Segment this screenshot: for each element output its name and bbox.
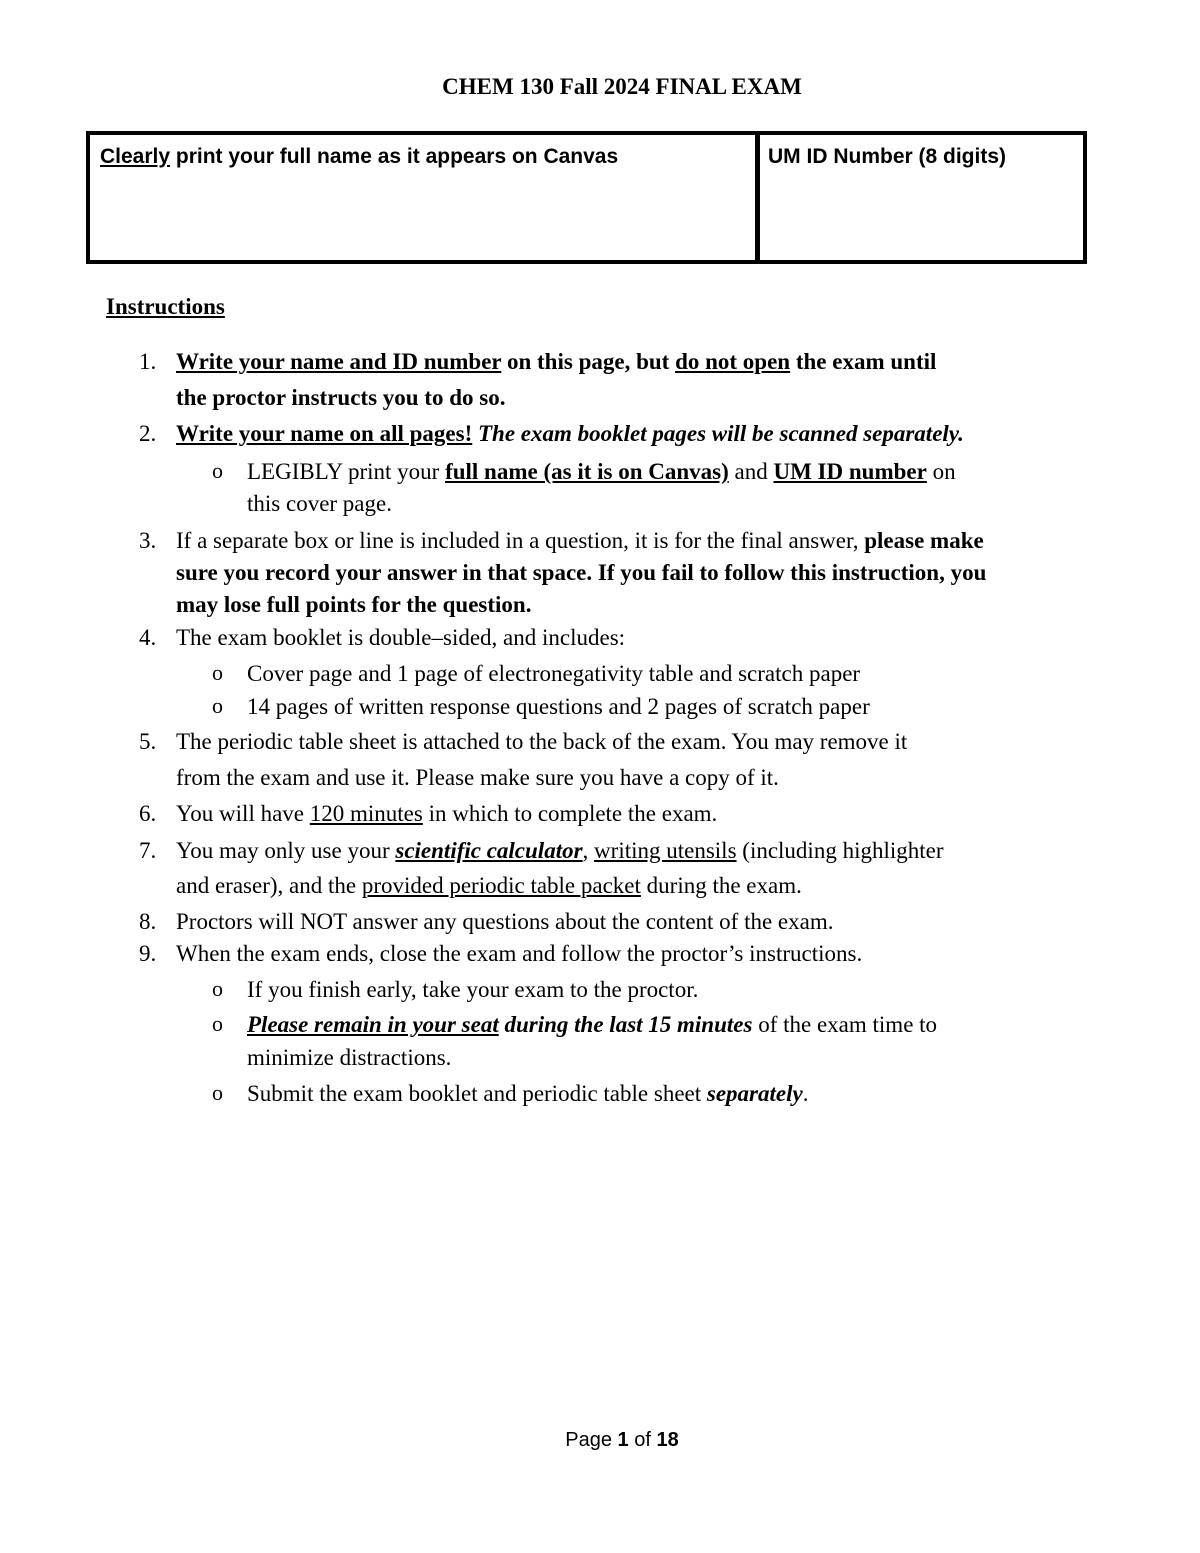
bullet-9-2: o — [212, 1011, 223, 1036]
bullet-4-2: o — [212, 693, 223, 718]
instruction-1-text-a: Write your name and ID number — [176, 349, 502, 374]
instructions-heading: Instructions — [106, 294, 225, 319]
instruction-7-line-1 — [176, 838, 944, 863]
instruction-2-sub-1-text-d: UM ID number — [773, 459, 927, 484]
instruction-7-line-2 — [176, 873, 802, 898]
instruction-3-text-a: If a separate box or line is included in a question, it is for the final answer, — [176, 528, 865, 553]
footer-page-total: 18 — [656, 1429, 679, 1451]
instruction-2-sub-1-text-a: LEGIBLY print your — [247, 459, 446, 484]
instruction-9-sub-2-line-2: minimize distractions. — [247, 1045, 452, 1070]
instruction-9-sub-3-text-b: separately — [706, 1081, 803, 1106]
instruction-5-line-2: from the exam and use it. Please make sure you have a copy of it. — [176, 765, 779, 790]
instruction-9-sub-2-text-c: of the exam time to — [752, 1012, 938, 1037]
instruction-3-text-b: please make — [864, 528, 984, 553]
instruction-7-text-a: You may only use your — [176, 838, 396, 863]
umid-field[interactable] — [760, 135, 1083, 260]
exam-title: CHEM 130 Fall 2024 FINAL EXAM — [442, 74, 802, 99]
item-number-7: 7. — [139, 838, 157, 863]
instruction-2-line-1 — [176, 421, 964, 446]
instruction-1-line-2: the proctor instructs you to do so. — [176, 385, 506, 410]
instruction-1-text-c: do not open — [675, 349, 791, 374]
item-number-1: 1. — [139, 349, 157, 374]
instruction-4-line-1: The exam booklet is double–sided, and includes: — [176, 625, 626, 650]
instruction-2-text-b: The exam booklet pages will be scanned separately. — [472, 421, 964, 446]
instruction-6-text-b: 120 minutes — [309, 801, 423, 826]
instruction-7-text-b: scientific calculator — [395, 838, 583, 863]
instruction-2-sub-1-text-e: on — [926, 459, 956, 484]
footer-of-word: of — [634, 1429, 651, 1451]
instruction-7-text-h: during the exam. — [640, 873, 802, 898]
name-field[interactable] — [90, 135, 760, 260]
instruction-4-sub-1: Cover page and 1 page of electronegativity table and scratch paper — [247, 661, 861, 686]
bullet-9-3: o — [212, 1080, 223, 1105]
umid-label: UM ID Number (8 digits) — [768, 145, 1007, 168]
instruction-9-sub-2-text-b: during the last 15 minutes — [498, 1012, 753, 1037]
instruction-2-sub-1-line-2: this cover page. — [247, 491, 392, 516]
instruction-1-text-d: the exam until — [790, 349, 937, 374]
item-number-9: 9. — [139, 941, 157, 966]
instruction-7-text-f: and eraser), and the — [176, 873, 362, 898]
instruction-2-sub-1-text-b: full name (as it is on Canvas) — [445, 459, 729, 484]
item-number-4: 4. — [139, 625, 157, 650]
instruction-2-sub-1-line-1 — [247, 459, 956, 484]
instruction-1-text-b: on this page, but — [501, 349, 676, 374]
instruction-9-sub-3-text-c: . — [802, 1081, 809, 1106]
bullet-9-1: o — [212, 976, 223, 1001]
instruction-7-text-g: provided periodic table packet — [361, 873, 641, 898]
instruction-9-line-1: When the exam ends, close the exam and follow the proctor’s instructions. — [176, 941, 863, 966]
bullet-2-1: o — [212, 458, 223, 483]
item-number-5: 5. — [139, 729, 157, 754]
page-footer — [0, 1429, 1200, 1452]
instruction-9-sub-3 — [247, 1081, 808, 1106]
instruction-2-sub-1-text-c: and — [728, 459, 774, 484]
instruction-5-line-1: The periodic table sheet is attached to the back of the exam. You may remove it — [176, 729, 908, 754]
instruction-7-text-c: , — [582, 838, 595, 863]
item-number-3: 3. — [139, 528, 157, 553]
bullet-4-1: o — [212, 660, 223, 685]
instruction-7-text-e: (including highlighter — [736, 838, 944, 863]
instruction-3-line-2: sure you record your answer in that space. If you fail to follow this instruction, you — [176, 560, 987, 585]
footer-page-current: 1 — [617, 1429, 629, 1451]
item-number-6: 6. — [139, 801, 157, 826]
instruction-6-text-c: in which to complete the exam. — [422, 801, 718, 826]
instruction-6-text-a: You will have — [176, 801, 310, 826]
instruction-9-sub-1: If you finish early, take your exam to the proctor. — [247, 977, 699, 1002]
instruction-8-line-1: Proctors will NOT answer any questions about the content of the exam. — [176, 909, 834, 934]
instruction-1-line-1 — [176, 349, 936, 374]
instruction-2-text-a: Write your name on all pages! — [176, 421, 473, 446]
name-label-clearly: Clearly — [100, 145, 171, 168]
instruction-4-sub-2: 14 pages of written response questions and 2 pages of scratch paper — [247, 694, 870, 719]
instruction-9-sub-2-line-1 — [247, 1012, 937, 1037]
item-number-2: 2. — [139, 421, 157, 446]
footer-page-word: Page — [565, 1429, 612, 1451]
instruction-9-sub-2-text-a: Please remain in your seat — [247, 1012, 499, 1037]
student-info-box — [86, 131, 1087, 264]
name-label: print your full name as it appears on Canvas — [170, 145, 619, 168]
instruction-3-line-1 — [176, 528, 984, 553]
instruction-9-sub-3-text-a: Submit the exam booklet and periodic table sheet — [247, 1081, 707, 1106]
item-number-8: 8. — [139, 909, 157, 934]
instruction-7-text-d: writing utensils — [594, 838, 737, 863]
instruction-6-line-1 — [176, 801, 717, 826]
instruction-3-line-3: may lose full points for the question. — [176, 592, 532, 617]
